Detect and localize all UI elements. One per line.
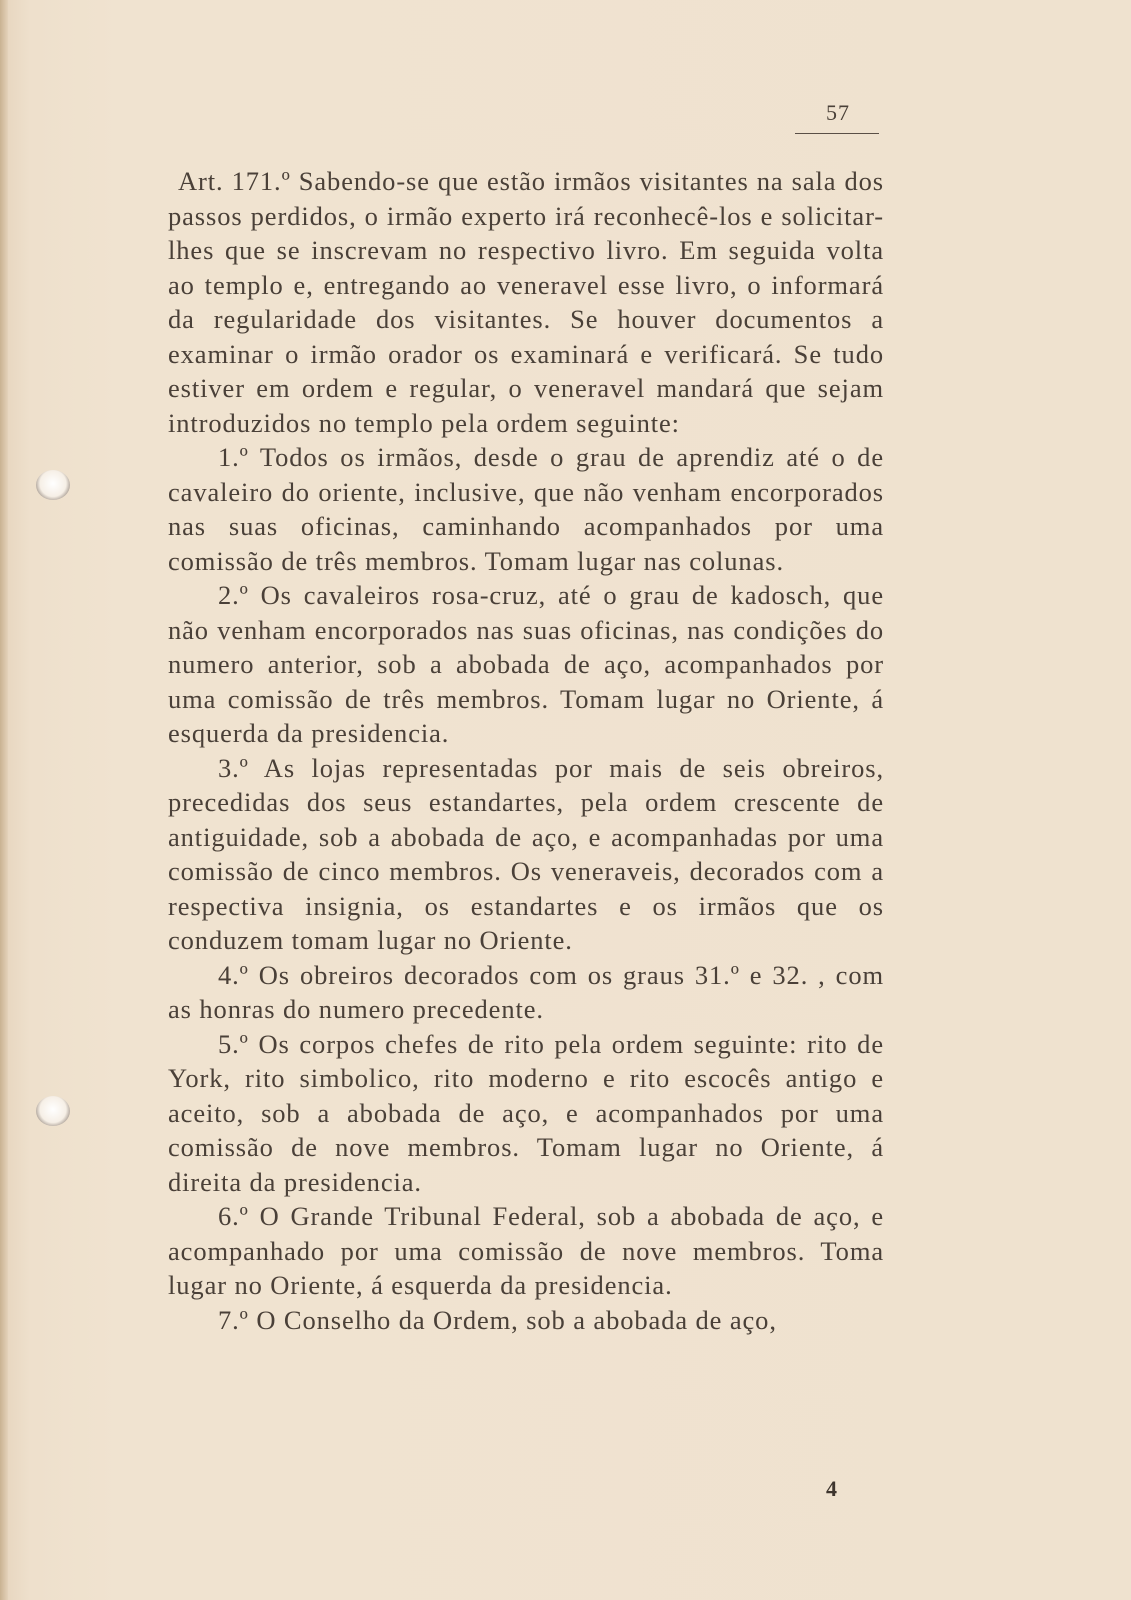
paragraph-item-4: 4.º Os obreiros decorados com os graus 31.º e 32. , com as honras do numero precedente. [168,959,884,1024]
signature-mark: 4 [826,1476,837,1501]
paragraph-item-6: 6.º O Grande Tribunal Federal, sob a abobada de aço, e acompanhado por uma comissão de nove membros. Toma lugar no Oriente, á esquerda da presidencia. [168,1201,884,1300]
page-number: 57 [826,100,850,125]
paragraph-art-171: Art. 171.º Sabendo-se que estão irmãos visitantes na sala dos passos perdidos, o irmão experto irá reconhecê-los e solicitar-lhes que se inscrevam no respectivo livro. Em seguida volta ao templo e, entregando ao veneravel esse livro, o informará da regularidade dos visitantes. Se houver documentos a examinar o irmão orador os examinará e verificará. Se tudo estiver em ordem e regular, o veneravel mandará que sejam introduzidos no templo pela ordem seguinte: [168,166,884,438]
paragraph-item-2: 2.º Os cavaleiros rosa-cruz, até o grau de kadosch, que não venham encorporados nas suas oficinas, nas condições do numero anterior, sob a abobada de aço, acompanhados por uma comissão de três membros. Tomam lugar no Oriente, á esquerda da presidencia. [168,580,884,748]
body-text [168,164,884,1337]
paragraph-item-1: 1.º Todos os irmãos, desde o grau de aprendiz até o de cavaleiro do oriente, inclusive, que não venham encorporados nas suas oficinas, caminhando acompanhados por uma comissão de três membros. Tomam lugar nas colunas. [168,442,884,576]
punch-hole-top [36,470,70,500]
header-rule [795,133,879,134]
binding-edge [0,0,8,1600]
punch-hole-bottom [36,1096,70,1126]
paragraph-item-5: 5.º Os corpos chefes de rito pela ordem seguinte: rito de York, rito simbolico, rito moderno e rito escocês antigo e aceito, sob a abobada de aço, e acompanhados por uma comissão de nove membros. Tomam lugar no Oriente, á direita da presidencia. [168,1028,884,1197]
paragraph-item-3: 3.º As lojas representadas por mais de seis obreiros, precedidas dos seus estandartes, pela ordem crescente de antiguidade, sob a abobada de aço, e acompanhadas por uma comissão de cinco membros. Os veneraveis, decorados com a respectiva insignia, os estandartes e os irmãos que os conduzem tomam lugar no Oriente. [168,752,884,955]
paragraph-item-7: 7.º O Conselho da Ordem, sob a abobada de aço, [218,1304,777,1335]
